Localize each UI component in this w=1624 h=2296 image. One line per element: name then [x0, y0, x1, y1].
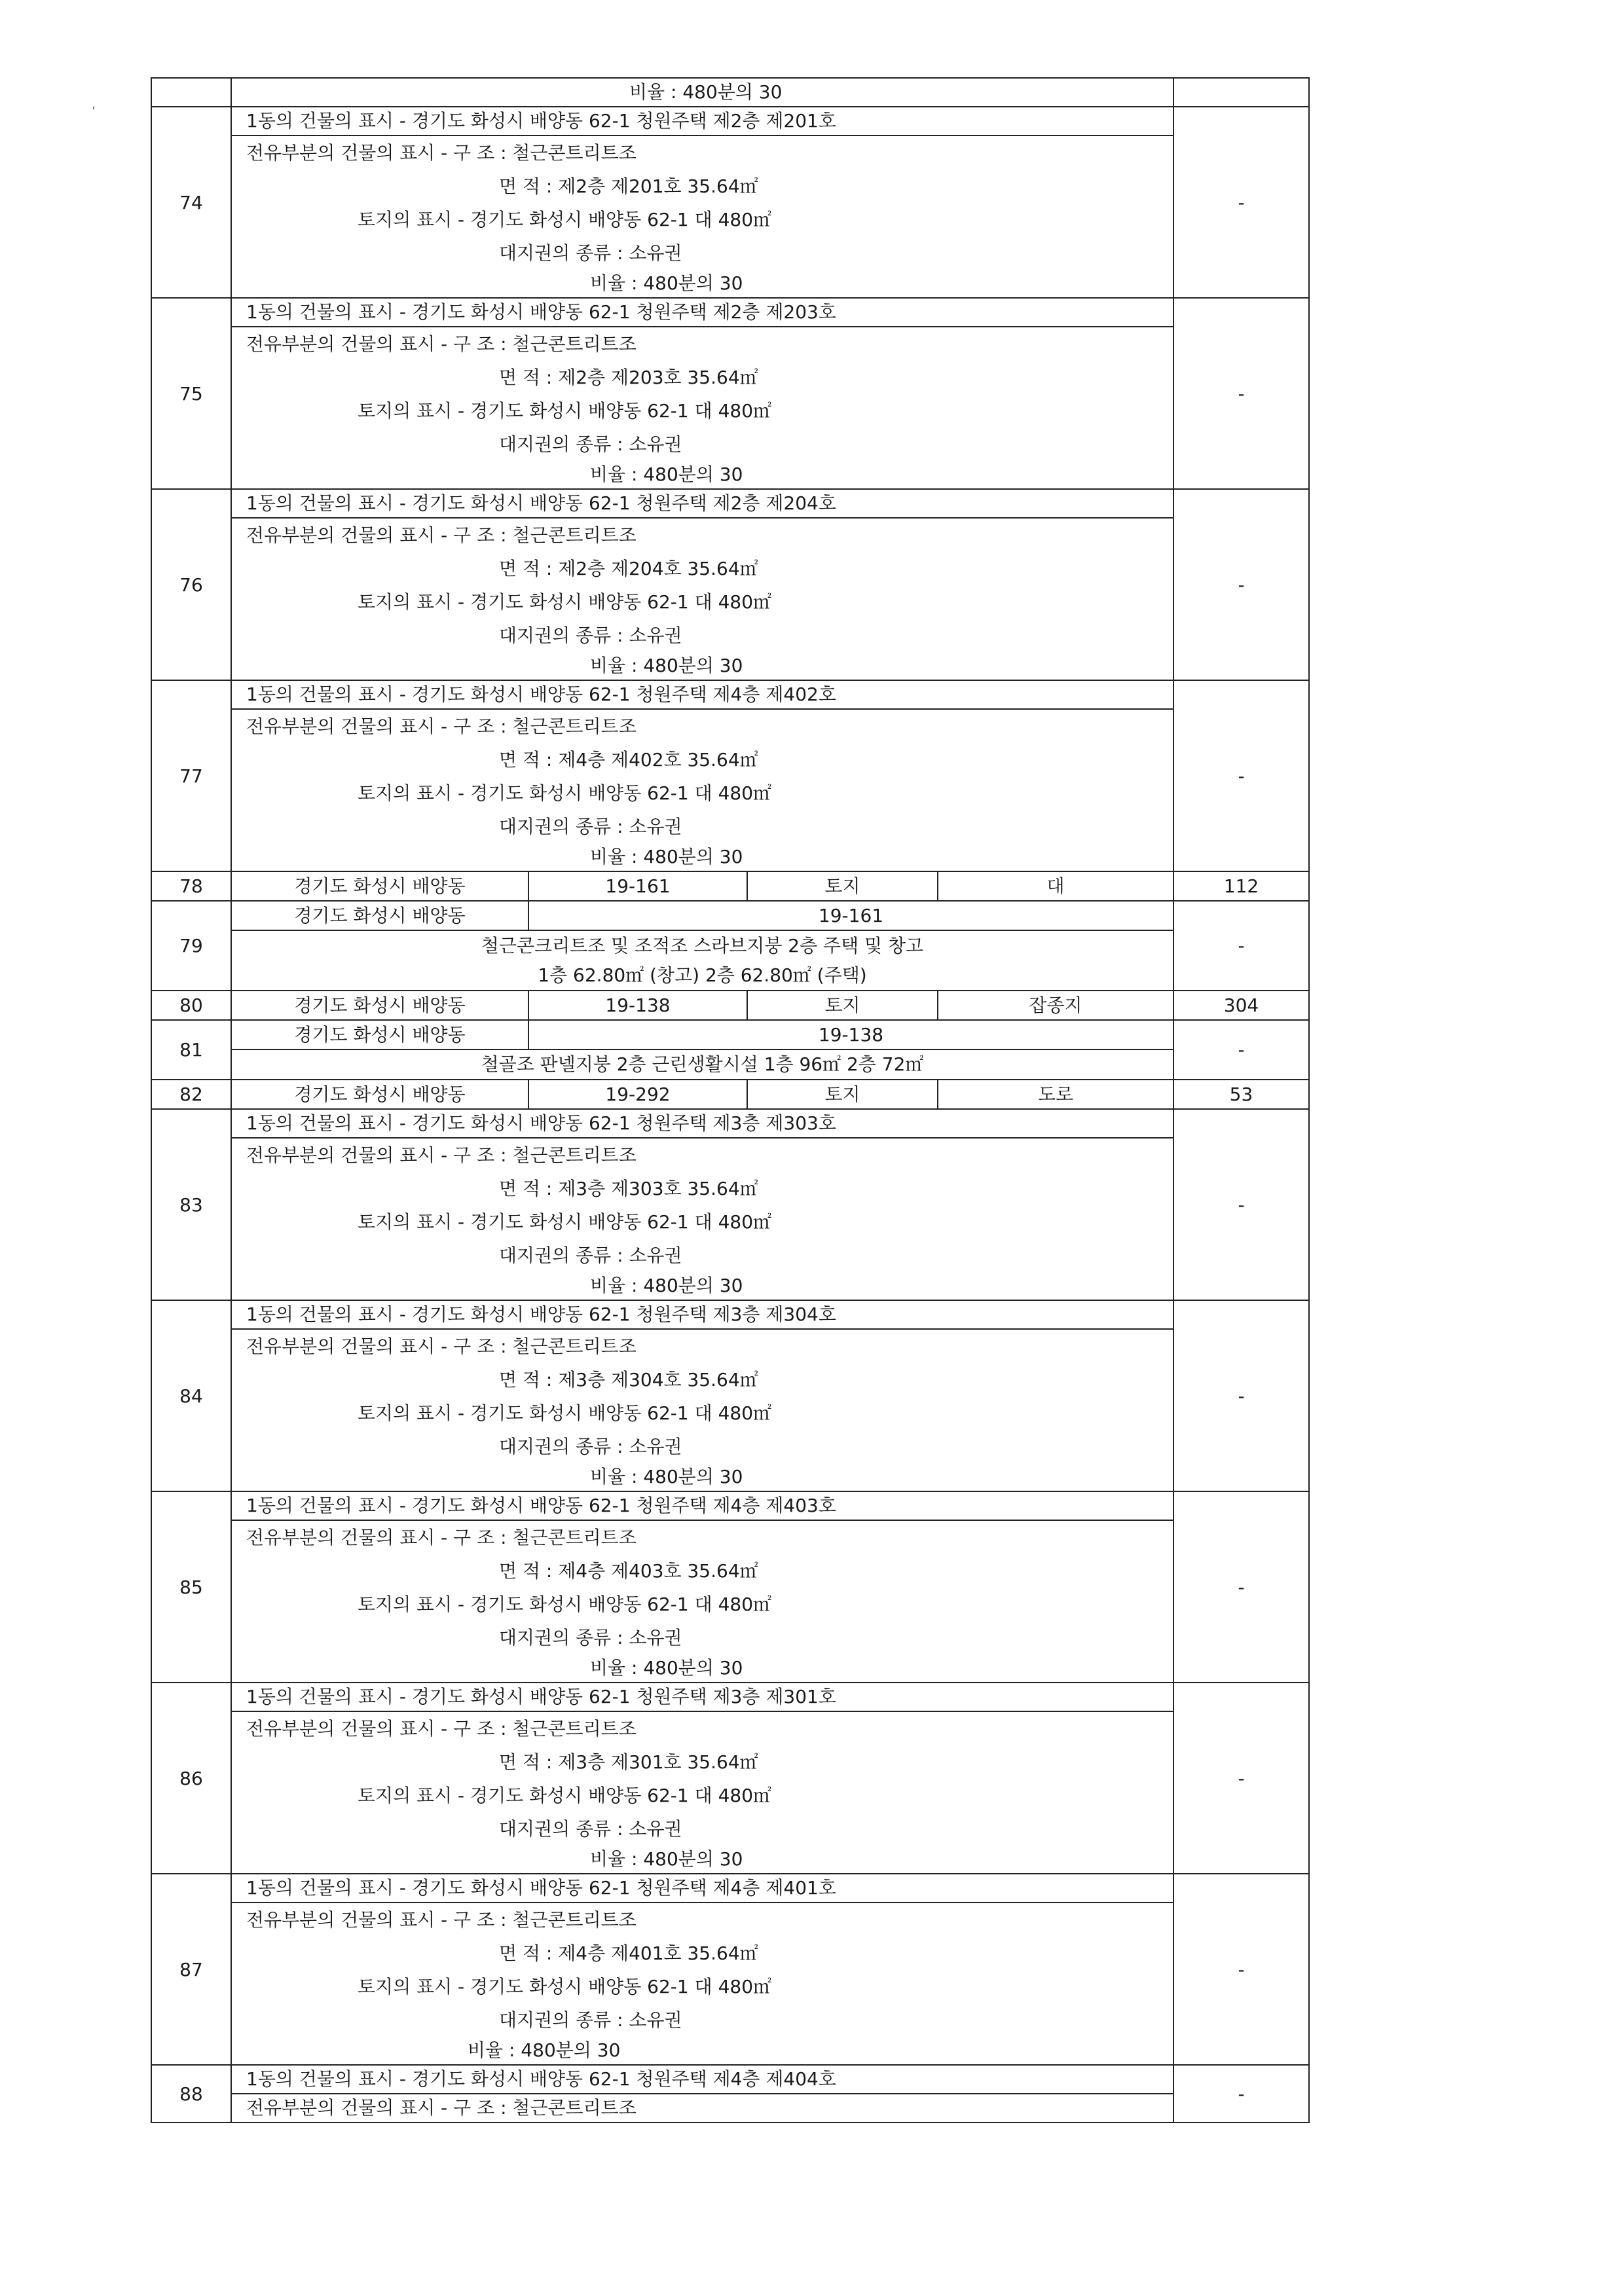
description-cell	[231, 489, 1173, 680]
ratio-line: 비율 : 480분의 30	[629, 81, 783, 103]
row-number-cell: 83	[151, 1109, 231, 1300]
ratio-line: 비율 : 480분의 30	[590, 1275, 743, 1296]
row-number-cell: 86	[151, 1683, 231, 1874]
area-line: 면 적 : 제3층 제301호 35.64㎡	[499, 1751, 758, 1773]
value-cell: -	[1173, 1874, 1309, 2065]
table-row	[151, 1109, 1309, 1300]
table-row	[151, 2065, 1309, 2123]
right-type-line: 대지권의 종류 : 소유권	[499, 625, 682, 646]
land-subtable	[232, 872, 1173, 900]
building-line: 1동의 건물의 표시 - 경기도 화성시 배양동 62-1 청원주택 제2층 제201호	[232, 107, 1173, 136]
ratio-line: 비율 : 480분의 30	[590, 655, 743, 676]
structure-line: 전유부분의 건물의 표시 - 구 조 : 철근콘트리트조	[246, 1336, 637, 1357]
ratio-line: 비율 : 480분의 30	[468, 2039, 621, 2061]
right-type-line: 대지권의 종류 : 소유권	[499, 1818, 682, 1840]
land-line: 토지의 표시 - 경기도 화성시 배양동 62-1 대 480㎡	[358, 1976, 772, 1997]
description-cell	[231, 871, 1173, 901]
right-type-line: 대지권의 종류 : 소유권	[499, 1436, 682, 1457]
row-number-cell	[151, 78, 231, 107]
value-cell: 53	[1173, 1080, 1309, 1109]
address-cell: 경기도 화성시 배양동	[232, 1021, 528, 1049]
row-number-cell: 88	[151, 2065, 231, 2123]
row-number-cell: 82	[151, 1080, 231, 1109]
building-line: 1동의 건물의 표시 - 경기도 화성시 배양동 62-1 청원주택 제4층 제403호	[232, 1492, 1173, 1521]
structure-line: 전유부분의 건물의 표시 - 구 조 : 철근콘트리트조	[246, 1718, 637, 1740]
table-row	[151, 871, 1309, 901]
lot-cell: 19-161	[528, 872, 747, 900]
value-cell: -	[1173, 298, 1309, 489]
stray-mark: ʼ	[92, 105, 96, 118]
row-number-cell: 85	[151, 1491, 231, 1683]
kind-cell: 토지	[747, 991, 938, 1019]
building-line: 1동의 건물의 표시 - 경기도 화성시 배양동 62-1 청원주택 제4층 제401호	[232, 1874, 1173, 1903]
value-cell: -	[1173, 1300, 1309, 1491]
description-cell	[231, 1874, 1173, 2065]
value-cell: -	[1173, 2065, 1309, 2123]
land-subtable	[232, 1080, 1173, 1108]
structure-line: 전유부분의 건물의 표시 - 구 조 : 철근콘트리트조	[246, 716, 637, 737]
description-cell	[231, 1300, 1173, 1491]
building-subtable	[232, 902, 1173, 931]
table-row	[151, 298, 1309, 489]
value-cell: -	[1173, 107, 1309, 298]
building-line: 1동의 건물의 표시 - 경기도 화성시 배양동 62-1 청원주택 제3층 제303호	[232, 1110, 1173, 1139]
row-number-cell: 84	[151, 1300, 231, 1491]
row-number-cell: 79	[151, 901, 231, 991]
building-line: 1동의 건물의 표시 - 경기도 화성시 배양동 62-1 청원주택 제2층 제204호	[232, 490, 1173, 519]
kind-cell: 토지	[747, 872, 938, 900]
structure-line: 전유부분의 건물의 표시 - 구 조 : 철근콘트리트조	[246, 1909, 637, 1931]
description-cell	[231, 1683, 1173, 1874]
structure-line: 철골조 판넬지붕 2층 근린생활시설 1층 96㎡ 2층 72㎡	[481, 1053, 924, 1075]
land-line: 토지의 표시 - 경기도 화성시 배양동 62-1 대 480㎡	[358, 1785, 772, 1806]
row-number-cell: 78	[151, 871, 231, 901]
structure-line: 전유부분의 건물의 표시 - 구 조 : 철근콘트리트조	[246, 524, 637, 546]
description-cell	[231, 901, 1173, 991]
description-cell	[231, 1020, 1173, 1080]
land-line: 토지의 표시 - 경기도 화성시 배양동 62-1 대 480㎡	[358, 591, 772, 613]
kind-cell: 토지	[747, 1080, 938, 1108]
right-type-line: 대지권의 종류 : 소유권	[499, 2009, 682, 2031]
structure-line: 철근콘크리트조 및 조적조 스라브지붕 2층 주택 및 창고	[481, 935, 924, 957]
row-number-cell: 75	[151, 298, 231, 489]
table-row	[151, 680, 1309, 871]
row-number-cell: 80	[151, 991, 231, 1020]
ratio-line: 비율 : 480분의 30	[590, 1848, 743, 1870]
area-line: 면 적 : 제2층 제201호 35.64㎡	[499, 175, 758, 197]
value-cell: -	[1173, 489, 1309, 680]
row-number-cell: 77	[151, 680, 231, 871]
area-line: 면 적 : 제4층 제401호 35.64㎡	[499, 1942, 758, 1964]
structure-line: 전유부분의 건물의 표시 - 구 조 : 철근콘트리트조	[246, 2097, 637, 2119]
description-cell	[231, 2065, 1173, 2123]
value-cell	[1173, 78, 1309, 107]
description-cell	[231, 1080, 1173, 1109]
table-row	[151, 1300, 1309, 1491]
description-cell	[231, 78, 1173, 107]
table-row	[151, 1080, 1309, 1109]
land-line: 토지의 표시 - 경기도 화성시 배양동 62-1 대 480㎡	[358, 782, 772, 804]
land-line: 토지의 표시 - 경기도 화성시 배양동 62-1 대 480㎡	[358, 1211, 772, 1233]
lot-cell: 19-161	[818, 905, 884, 926]
area-line: 면 적 : 제3층 제303호 35.64㎡	[499, 1178, 758, 1199]
structure-line: 전유부분의 건물의 표시 - 구 조 : 철근콘트리트조	[246, 1144, 637, 1166]
land-line: 토지의 표시 - 경기도 화성시 배양동 62-1 대 480㎡	[358, 209, 772, 230]
property-table	[151, 77, 1310, 2123]
right-type-line: 대지권의 종류 : 소유권	[499, 242, 682, 264]
area-line: 면 적 : 제2층 제204호 35.64㎡	[499, 558, 758, 579]
lot-cell: 19-138	[818, 1024, 884, 1046]
structure-line: 전유부분의 건물의 표시 - 구 조 : 철근콘트리트조	[246, 142, 637, 164]
value-cell: -	[1173, 1020, 1309, 1080]
building-line: 1동의 건물의 표시 - 경기도 화성시 배양동 62-1 청원주택 제3층 제304호	[232, 1301, 1173, 1330]
structure-line: 전유부분의 건물의 표시 - 구 조 : 철근콘트리트조	[246, 333, 637, 355]
description-cell	[231, 680, 1173, 871]
right-type-line: 대지권의 종류 : 소유권	[499, 1245, 682, 1266]
ratio-line: 비율 : 480분의 30	[590, 272, 743, 294]
use-cell: 대	[1046, 875, 1065, 897]
building-line: 1동의 건물의 표시 - 경기도 화성시 배양동 62-1 청원주택 제3층 제301호	[232, 1683, 1173, 1712]
row-number-cell: 81	[151, 1020, 231, 1080]
land-line: 토지의 표시 - 경기도 화성시 배양동 62-1 대 480㎡	[358, 1594, 772, 1615]
right-type-line: 대지권의 종류 : 소유권	[499, 1627, 682, 1649]
area-line: 면 적 : 제3층 제304호 35.64㎡	[499, 1369, 758, 1391]
description-cell	[231, 991, 1173, 1020]
value-cell: -	[1173, 1683, 1309, 1874]
row-number-cell: 87	[151, 1874, 231, 2065]
floor-area-line: 1층 62.80㎡ (창고) 2층 62.80㎡ (주택)	[538, 964, 867, 986]
table-row	[151, 489, 1309, 680]
ratio-line: 비율 : 480분의 30	[590, 846, 743, 867]
building-line: 1동의 건물의 표시 - 경기도 화성시 배양동 62-1 청원주택 제4층 제404호	[232, 2066, 1173, 2094]
value-cell: 112	[1173, 871, 1309, 901]
land-subtable	[232, 991, 1173, 1019]
building-line: 1동의 건물의 표시 - 경기도 화성시 배양동 62-1 청원주택 제2층 제203호	[232, 299, 1173, 327]
table-row	[151, 107, 1309, 298]
building-subtable	[232, 1021, 1173, 1050]
table-row	[151, 901, 1309, 991]
address-cell: 경기도 화성시 배양동	[232, 1080, 528, 1108]
row-number-cell: 76	[151, 489, 231, 680]
value-cell: -	[1173, 1109, 1309, 1300]
ratio-line: 비율 : 480분의 30	[590, 1657, 743, 1679]
value-cell: -	[1173, 680, 1309, 871]
description-cell	[231, 298, 1173, 489]
use-cell: 잡종지	[1029, 994, 1082, 1016]
ratio-line: 비율 : 480분의 30	[590, 464, 743, 485]
right-type-line: 대지권의 종류 : 소유권	[499, 433, 682, 455]
row-number-cell: 74	[151, 107, 231, 298]
area-line: 면 적 : 제4층 제402호 35.64㎡	[499, 749, 758, 771]
table-row	[151, 1491, 1309, 1683]
value-cell: 304	[1173, 991, 1309, 1020]
table-row	[151, 1683, 1309, 1874]
address-cell: 경기도 화성시 배양동	[232, 991, 528, 1019]
value-cell: -	[1173, 1491, 1309, 1683]
table-row	[151, 991, 1309, 1020]
area-line: 면 적 : 제4층 제403호 35.64㎡	[499, 1560, 758, 1582]
area-line: 면 적 : 제2층 제203호 35.64㎡	[499, 367, 758, 388]
table-row	[151, 1874, 1309, 2065]
use-cell: 도로	[1037, 1084, 1074, 1105]
right-type-line: 대지권의 종류 : 소유권	[499, 816, 682, 837]
land-line: 토지의 표시 - 경기도 화성시 배양동 62-1 대 480㎡	[358, 1402, 772, 1424]
lot-cell: 19-292	[528, 1080, 747, 1108]
address-cell: 경기도 화성시 배양동	[232, 902, 528, 930]
table-row	[151, 1020, 1309, 1080]
description-cell	[231, 1109, 1173, 1300]
structure-line: 전유부분의 건물의 표시 - 구 조 : 철근콘트리트조	[246, 1527, 637, 1548]
building-line: 1동의 건물의 표시 - 경기도 화성시 배양동 62-1 청원주택 제4층 제402호	[232, 681, 1173, 710]
table-row	[151, 78, 1309, 107]
description-cell	[231, 1491, 1173, 1683]
land-line: 토지의 표시 - 경기도 화성시 배양동 62-1 대 480㎡	[358, 400, 772, 422]
ratio-line: 비율 : 480분의 30	[590, 1466, 743, 1487]
description-cell	[231, 107, 1173, 298]
lot-cell: 19-138	[528, 991, 747, 1019]
address-cell: 경기도 화성시 배양동	[232, 872, 528, 900]
value-cell: -	[1173, 901, 1309, 991]
